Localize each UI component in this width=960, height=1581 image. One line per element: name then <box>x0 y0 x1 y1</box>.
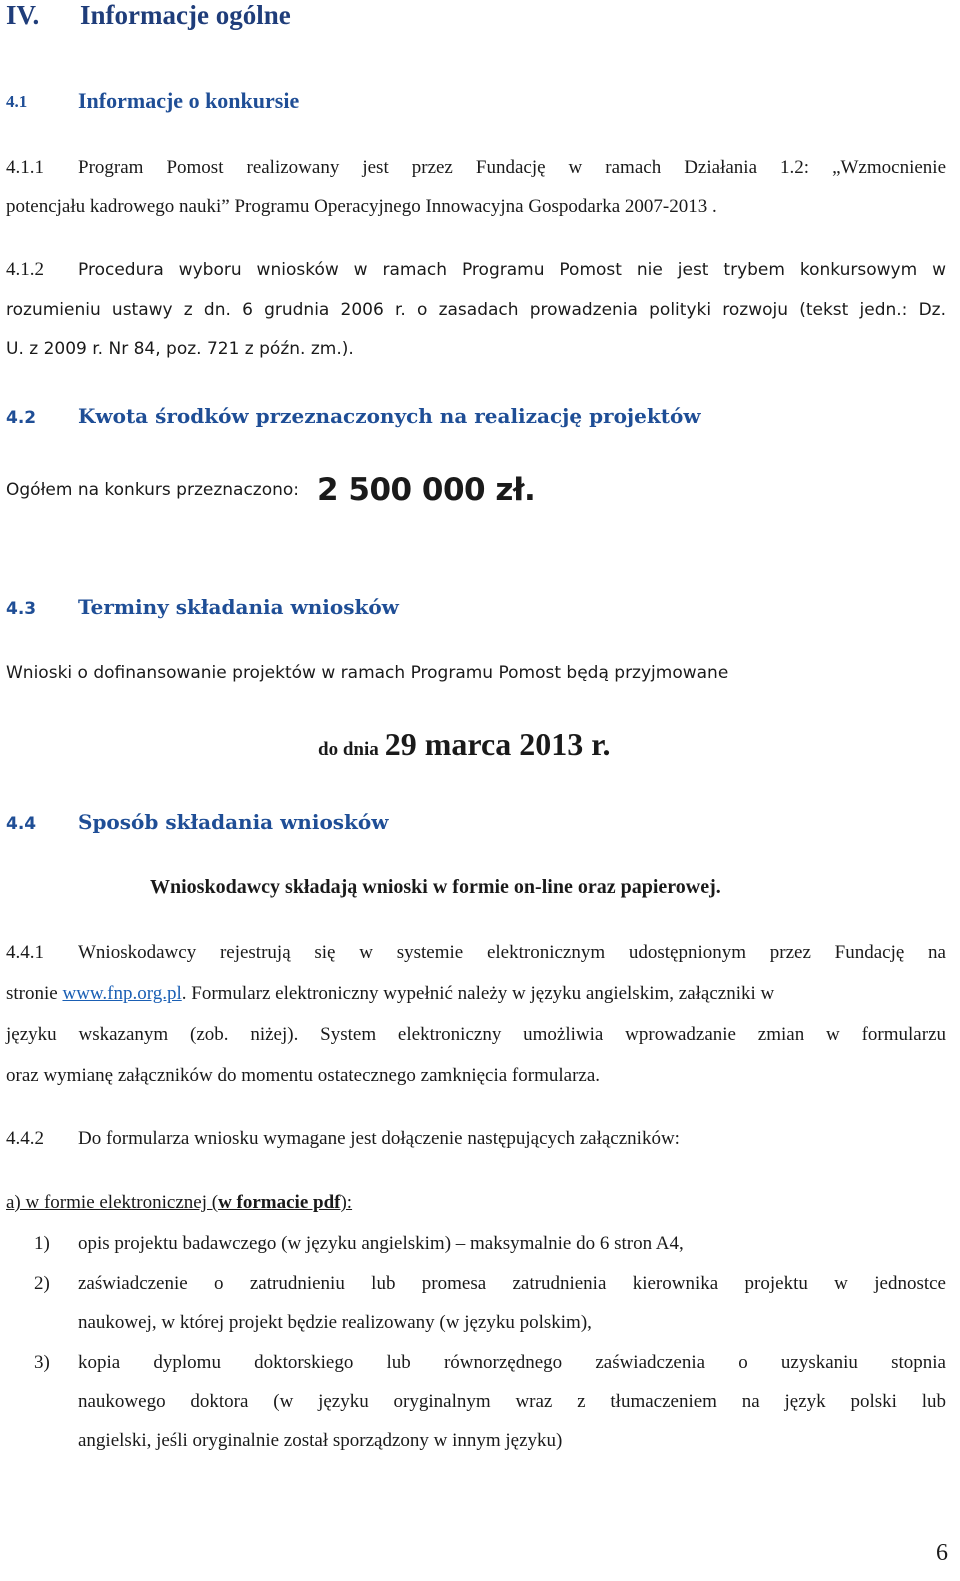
deadline-prefix: do dnia <box>318 739 379 760</box>
paragraph-line: Program Pomost realizowany jest przez Fundację w ramach Działania 1.2: „Wzmocnienie <box>78 157 946 178</box>
paragraph-line: Do formularza wniosku wymagane jest dołączenie następujących załączników: <box>78 1128 680 1149</box>
list-item: kopia dyplomu doktorskiego lub równorzędnego zaświadczenia o uzyskaniu stopnia <box>78 1352 946 1373</box>
section-heading-4-3 <box>6 595 906 625</box>
paragraph-line: stronie www.fnp.org.pl. Formularz elektroniczny wypełnić należy w języku angielskim, załączniki w <box>6 983 775 1004</box>
section-number: 4.1 <box>6 92 28 111</box>
paragraph-line: Procedura wyboru wniosków w ramach Programu Pomost nie jest trybem konkursowym w <box>78 260 946 280</box>
paragraph-number: 4.4.1 <box>6 942 44 963</box>
paragraph-line: U. z 2009 r. Nr 84, poz. 721 z późn. zm.). <box>6 339 354 359</box>
budget-line <box>6 472 535 508</box>
paragraph-4-4-2 <box>6 1119 680 1159</box>
list-item-line: naukowej, w której projekt będzie realizowany (w języku polskim), <box>78 1312 592 1333</box>
list-item-number: 3) <box>34 1352 50 1373</box>
paragraph-number: 4.1.2 <box>6 259 44 280</box>
paragraph-line: oraz wymianę załączników do momentu ostatecznego zamknięcia formularza. <box>6 1065 601 1086</box>
electronic-attachments-heading: a) w formie elektronicznej (w formacie pdf): <box>6 1192 353 1213</box>
list-item-number: 2) <box>34 1273 50 1294</box>
paragraph-line: języku wskazanym (zob. niżej). System elektroniczny umożliwia wprowadzanie zmian w formularzu <box>6 1024 946 1045</box>
list-item: opis projektu badawczego (w języku angielskim) – maksymalnie do 6 stron A4, <box>78 1233 684 1254</box>
section-number: 4.3 <box>6 599 37 619</box>
section-heading-4-4 <box>6 810 906 840</box>
submission-forms-note: Wnioskodawcy składają wnioski w formie on-line oraz papierowej. <box>150 876 721 898</box>
paragraph-number: 4.1.1 <box>6 157 44 178</box>
paragraph-line: Wnioskodawcy rejestrują się w systemie elektronicznym udostępnionym przez Fundację na <box>78 942 946 963</box>
list-item-number: 1) <box>34 1233 50 1254</box>
budget-amount: 2 500 000 zł. <box>317 472 536 508</box>
deadline-intro: Wnioski o dofinansowanie projektów w ramach Programu Pomost będą przyjmowane <box>6 663 729 683</box>
deadline-date-line <box>318 726 610 763</box>
section-heading-4-1 <box>6 88 906 118</box>
deadline-date: 29 marca 2013 r. <box>384 726 611 762</box>
page-number: 6 <box>936 1540 948 1566</box>
list-item-line: naukowego doktora (w języku oryginalnym wraz z tłumaczeniem na język polski lub <box>78 1391 946 1412</box>
section-title: Terminy składania wniosków <box>78 595 399 619</box>
fnp-website-link[interactable]: www.fnp.org.pl <box>62 983 182 1004</box>
chapter-heading <box>6 0 291 31</box>
paragraph-line: potencjału kadrowego nauki” Programu Operacyjnego Innowacyjna Gospodarka 2007-2013 . <box>6 196 717 217</box>
chapter-number: IV. <box>6 0 40 30</box>
section-title: Sposób składania wniosków <box>78 810 389 834</box>
list-item: zaświadczenie o zatrudnieniu lub promesa zatrudnienia kierownika projektu w jednostce <box>78 1273 946 1294</box>
paragraph-4-1-2 <box>6 250 946 290</box>
budget-label: Ogółem na konkurs przeznaczono: <box>6 480 300 500</box>
section-title: Informacje o konkursie <box>78 88 300 113</box>
paragraph-line: rozumieniu ustawy z dn. 6 grudnia 2006 r. o zasadach prowadzenia polityki rozwoju (tekst jedn.: Dz. <box>6 300 946 320</box>
paragraph-4-1-1 <box>6 148 946 188</box>
list-item-line: angielski, jeśli oryginalnie został sporządzony w innym języku) <box>78 1430 563 1451</box>
paragraph-4-4-1 <box>6 933 946 973</box>
section-title: Kwota środków przeznaczonych na realizację projektów <box>78 404 701 428</box>
section-number: 4.4 <box>6 814 37 834</box>
chapter-title: Informacje ogólne <box>80 0 291 30</box>
paragraph-number: 4.4.2 <box>6 1128 44 1149</box>
section-heading-4-2 <box>6 404 906 434</box>
section-number: 4.2 <box>6 408 37 428</box>
